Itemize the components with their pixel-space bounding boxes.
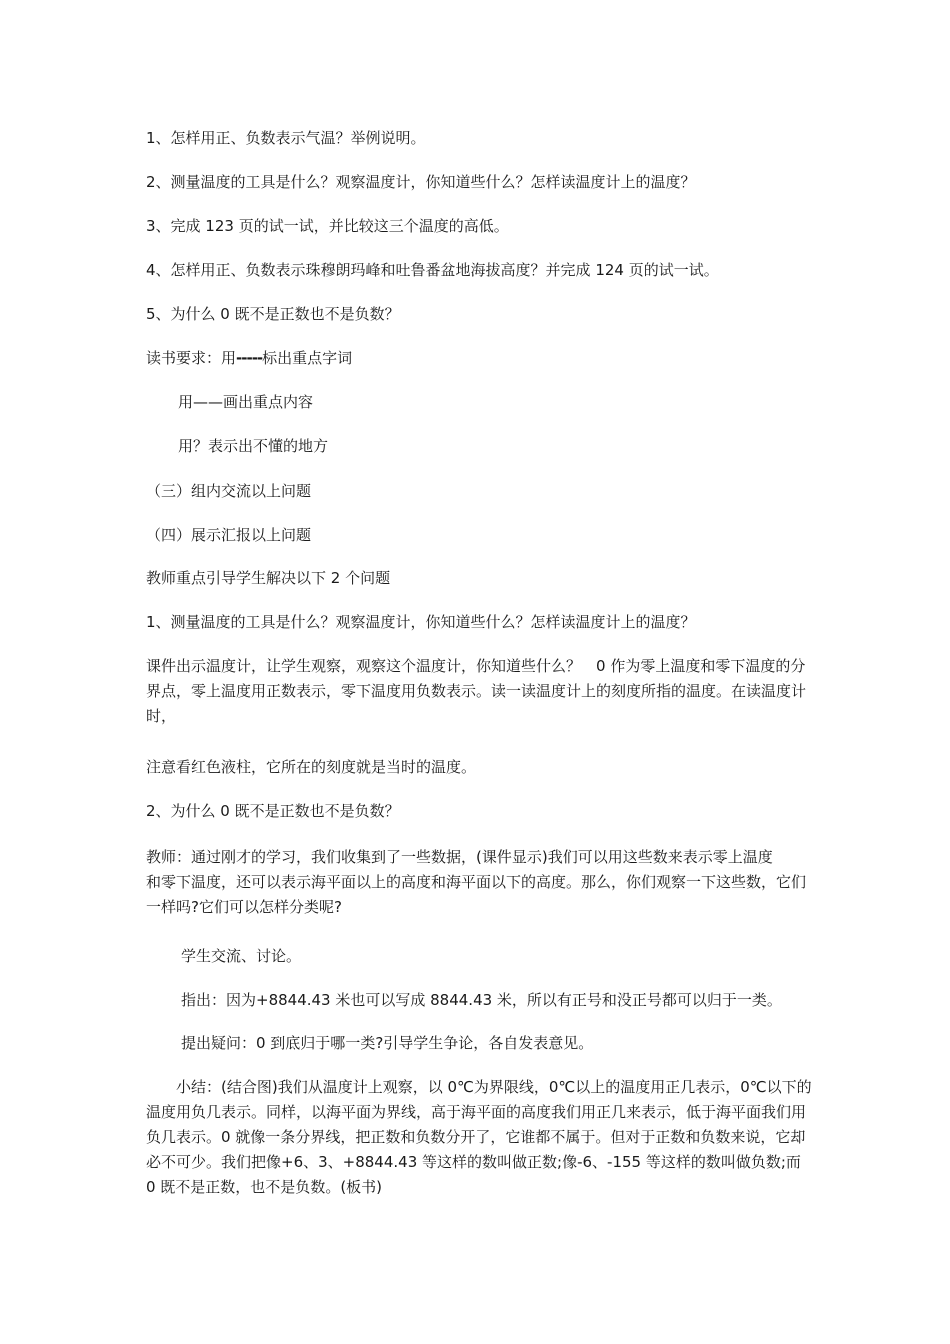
reading-line-2: 用——画出重点内容: [178, 393, 314, 411]
doubt-line: 提出疑问：0 到底归于哪一类?引导学生争论，各自发表意见。: [181, 1034, 594, 1052]
section-3-heading: （三）组内交流以上问题: [146, 482, 312, 500]
summary-paragraph: 小结：(结合图)我们从温度计上观察，以 0℃为界限线，0℃以上的温度用正几表示，0℃以下的温度用负几表示。同样，以海平面为界线，高于海平面的高度我们用正几来表示，低于海平面我们用负几表示。0 就像一条分界线，把正数和负数分开了，它谁都不属于。但对于正数和负数来说，它却必不可少。我们把像+6、3、+8844.43 等这样的数叫做正数;像-6、-155 等这样的数叫做负数;而 0 既不是正数，也不是负数。(板书): [146, 1078, 812, 1196]
point-line: 指出：因为+8844.43 米也可以写成 8844.43 米，所以有正号和没正号都可以归于一类。: [181, 991, 782, 1009]
section-4-heading: （四）展示汇报以上问题: [146, 526, 312, 544]
teacher-guide: 教师重点引导学生解决以下 2 个问题: [146, 569, 391, 587]
question-3: 3、完成 123 页的试一试，并比较这三个温度的高低。: [146, 217, 509, 235]
reading-line-3: 用？表示出不懂的地方: [178, 437, 329, 455]
question-1: 1、怎样用正、负数表示气温？举例说明。: [146, 129, 426, 147]
guide-question-1: 1、测量温度的工具是什么？观察温度计，你知道些什么？怎样读温度计上的温度？: [146, 613, 696, 631]
discussion-line: 学生交流、讨论。: [181, 947, 302, 965]
reading-prefix: 读书要求：用: [146, 349, 237, 367]
question-5: 5、为什么 0 既不是正数也不是负数？: [146, 305, 400, 323]
teacher-paragraph: 教师：通过刚才的学习，我们收集到了一些数据，(课件显示)我们可以用这些数来表示零上温度 和零下温度，还可以表示海平面以上的高度和海平面以下的高度。那么，你们观察一下这些数，它们一样吗?它们可以怎样分类呢?: [146, 848, 807, 916]
reading-dashes: -----: [236, 349, 263, 367]
reading-suffix: 标出重点字词: [262, 349, 353, 367]
question-4: 4、怎样用正、负数表示珠穆朗玛峰和吐鲁番盆地海拔高度？并完成 124 页的试一试。: [146, 261, 719, 279]
reading-requirement: [146, 347, 806, 370]
courseware-paragraph: 课件出示温度计，让学生观察，观察这个温度计，你知道些什么？ 0 作为零上温度和零下温度的分界点，零上温度用正数表示，零下温度用负数表示。读一读温度计上的刻度所指的温度。在读温度计时，: [146, 657, 807, 725]
note-line: 注意看红色液柱，它所在的刻度就是当时的温度。: [146, 758, 477, 776]
question-2: 2、测量温度的工具是什么？观察温度计，你知道些什么？怎样读温度计上的温度？: [146, 173, 696, 191]
guide-question-2: 2、为什么 0 既不是正数也不是负数？: [146, 802, 400, 820]
